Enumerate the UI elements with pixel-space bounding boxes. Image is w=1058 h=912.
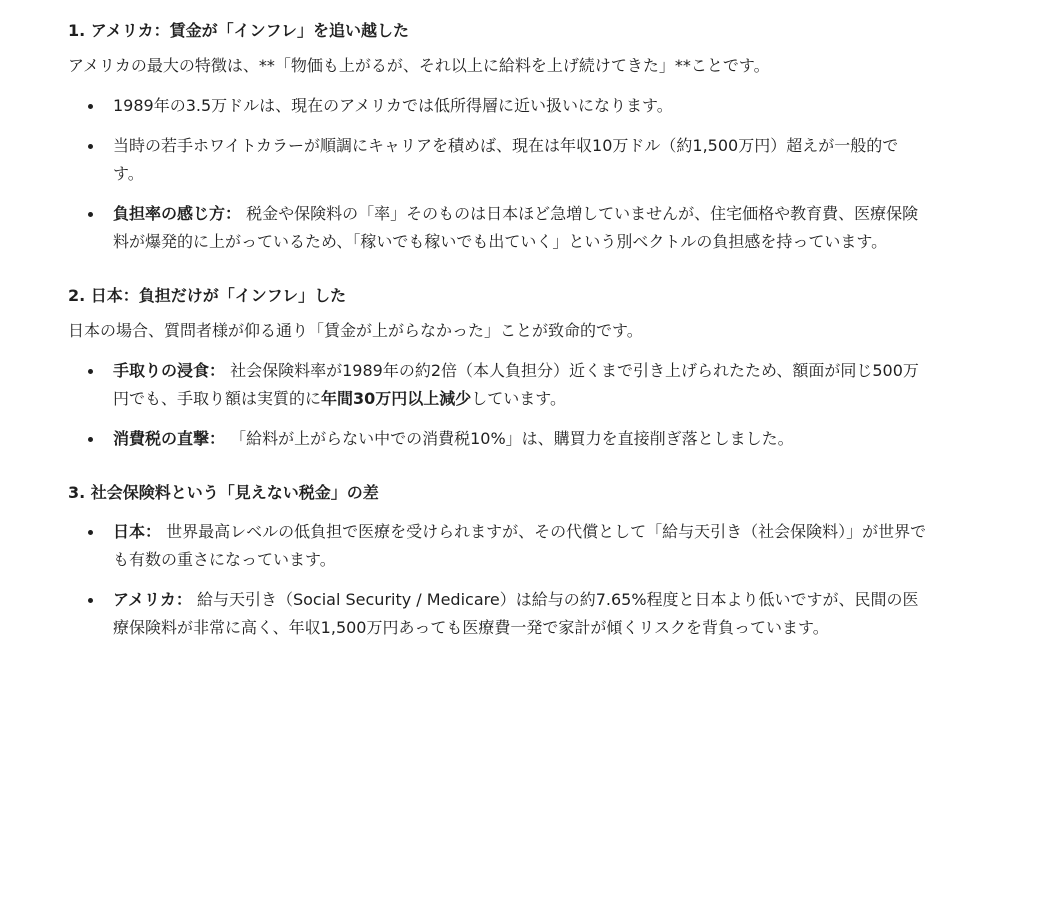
list-item-text-tail: しています。 bbox=[471, 389, 567, 408]
bullet-list-japan bbox=[68, 357, 928, 453]
list-item-text: 税金や保険料の「率」そのものは日本ほど急増していませんが、住宅価格や教育費、医療保険料が爆発的に上がっているため、「稼いでも稼いでも出ていく」という別ベクトルの負担感を持っています。 bbox=[113, 204, 919, 251]
list-item-bold-emphasis: 年間30万円以上減少 bbox=[321, 389, 472, 408]
section-paragraph-usa: アメリカの最大の特徴は、**「物価も上がるが、それ以上に給料を上げ続けてきた」**ことです。 bbox=[68, 56, 770, 75]
list-item-text: 1989年の3.5万ドルは、現在のアメリカでは低所得層に近い扱いになります。 bbox=[113, 96, 673, 115]
list-item-bold-lead: 負担率の感じ方： bbox=[113, 204, 242, 223]
list-item bbox=[68, 357, 928, 413]
list-item-bold-lead: 日本： bbox=[113, 522, 162, 541]
bullet-dot-icon bbox=[88, 530, 93, 535]
list-item-text: 給与天引き（Social Security / Medicare）は給与の約7.65%程度と日本より低いですが、民間の医療保険料が非常に高く、年収1,500万円あっても医療費一発で家計が傾くリスクを背負っています。 bbox=[113, 590, 919, 637]
bullet-list-usa bbox=[68, 92, 928, 256]
list-item bbox=[68, 92, 928, 120]
bullet-dot-icon bbox=[88, 212, 93, 217]
list-item-text: 社会保険料率が1989年の約2倍（本人負担分）近くまで引き上げられたため、額面が同じ500万円でも、手取り額は実質的に bbox=[113, 361, 919, 408]
bullet-dot-icon bbox=[88, 144, 93, 149]
list-item bbox=[68, 586, 928, 642]
list-item-text: 世界最高レベルの低負担で医療を受けられますが、その代償として「給与天引き（社会保険料）」が世界でも有数の重さになっています。 bbox=[113, 522, 927, 569]
bullet-dot-icon bbox=[88, 437, 93, 442]
bullet-dot-icon bbox=[88, 369, 93, 374]
list-item-bold-lead: 手取りの浸食： bbox=[113, 361, 226, 380]
bullet-dot-icon bbox=[88, 598, 93, 603]
list-item-text: 「給料が上がらない中での消費税10%」は、購買力を直接削ぎ落としました。 bbox=[225, 429, 794, 448]
response-content bbox=[68, 14, 928, 642]
section-heading-social-insurance: 3. 社会保険料という「見えない税金」の差 bbox=[68, 483, 379, 502]
section-paragraph-japan: 日本の場合、質問者様が仰る通り「賃金が上がらなかった」ことが致命的です。 bbox=[68, 321, 643, 340]
list-item-bold-lead: 消費税の直撃： bbox=[113, 429, 226, 448]
section-heading-usa: 1. アメリカ：賃金が「インフレ」を追い越した bbox=[68, 21, 410, 40]
list-item-text: 当時の若手ホワイトカラーが順調にキャリアを積めば、現在は年収10万ドル（約1,500万円）超えが一般的です。 bbox=[113, 136, 899, 183]
list-item bbox=[68, 200, 928, 256]
list-item-bold-lead: アメリカ： bbox=[113, 590, 192, 609]
list-item bbox=[68, 518, 928, 574]
list-item bbox=[68, 132, 928, 188]
list-item bbox=[68, 425, 928, 453]
section-heading-japan: 2. 日本：負担だけが「インフレ」した bbox=[68, 286, 347, 305]
bullet-list-social-insurance bbox=[68, 518, 928, 642]
bullet-dot-icon bbox=[88, 104, 93, 109]
